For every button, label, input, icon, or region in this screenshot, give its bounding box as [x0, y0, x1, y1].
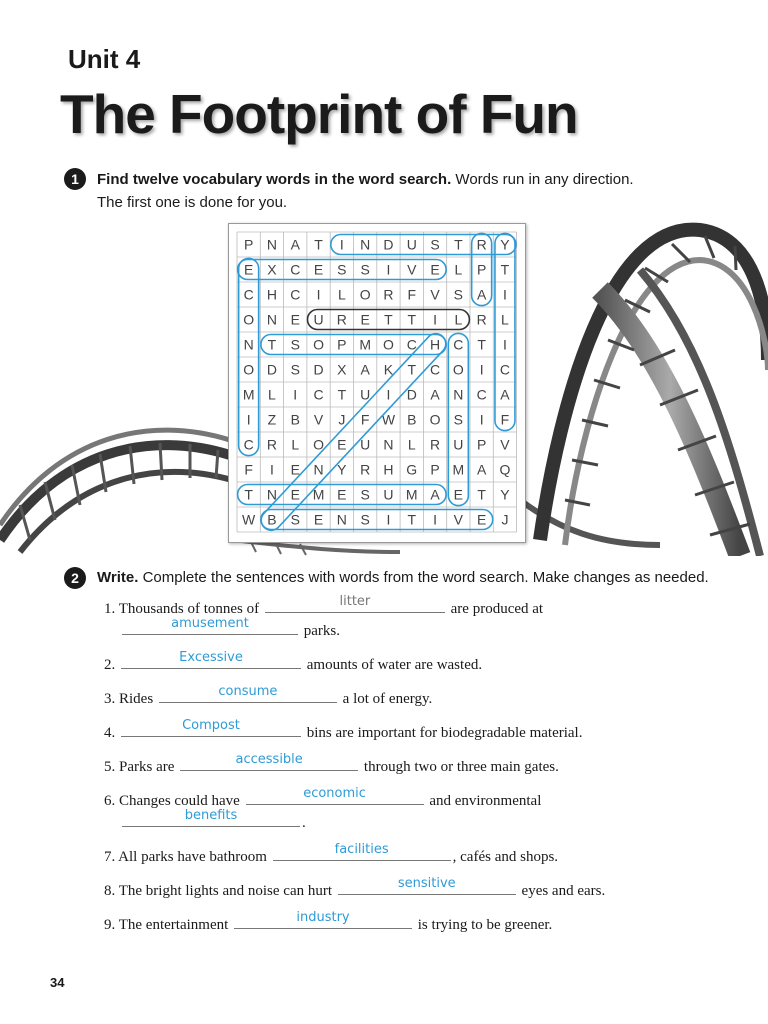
grid-letter: T: [407, 361, 417, 378]
grid-letter: V: [453, 511, 464, 528]
sentence-7: [104, 842, 559, 870]
grid-letter: I: [479, 411, 484, 428]
sentence-6-blank-1[interactable]: [246, 786, 424, 805]
grid-letter: I: [386, 261, 391, 278]
grid-letter: O: [243, 311, 255, 328]
grid-letter: O: [383, 336, 394, 353]
grid-letter: O: [243, 361, 255, 378]
grid-letter: M: [242, 386, 255, 403]
grid-letter: N: [453, 386, 464, 403]
grid-letter: U: [360, 386, 371, 403]
grid-letter: L: [454, 311, 463, 328]
sentence-3-text-a: 3. Rides: [104, 691, 154, 707]
grid-letter: I: [503, 286, 507, 303]
sentence-9-text-a: 9. The entertainment: [104, 917, 229, 933]
grid-letter: C: [453, 336, 464, 353]
answer-consume: consume: [218, 684, 278, 699]
grid-letter: A: [430, 486, 440, 503]
sentence-1-blank-1[interactable]: [265, 594, 445, 613]
grid-letter: K: [383, 361, 394, 378]
grid-letter: O: [313, 336, 324, 353]
grid-letter: H: [383, 461, 394, 478]
grid-letter: V: [407, 261, 417, 278]
grid-letter: A: [476, 461, 487, 478]
grid-letter: N: [383, 436, 394, 453]
grid-letter: T: [407, 511, 417, 528]
sentence-2-text-a: 2.: [104, 657, 116, 673]
grid-letter: L: [407, 436, 416, 453]
sentence-9-blank[interactable]: [234, 910, 412, 929]
grid-letter: S: [360, 261, 370, 278]
grid-letter: U: [360, 436, 371, 453]
sentence-7-blank[interactable]: [273, 842, 451, 861]
grid-letter: P: [476, 436, 487, 453]
grid-letter: S: [337, 261, 347, 278]
grid-letter: U: [453, 436, 464, 453]
grid-letter: I: [386, 386, 391, 403]
grid-letter: C: [290, 286, 301, 303]
grid-letter: M: [405, 486, 418, 503]
grid-letter: U: [313, 311, 324, 328]
grid-letter: A: [290, 236, 300, 253]
grid-letter: O: [429, 411, 441, 428]
grid-letter: Y: [337, 461, 347, 478]
grid-letter: A: [360, 361, 370, 378]
answer-compost: Compost: [182, 718, 240, 733]
answer-accessible: accessible: [235, 752, 303, 767]
grid-letter: H: [429, 336, 441, 353]
grid-letter: S: [453, 411, 464, 428]
sentence-9-text-b: is trying to be greener.: [417, 917, 553, 933]
grid-letter: T: [477, 486, 486, 503]
grid-letter: B: [290, 411, 300, 428]
sentence-3-blank[interactable]: [159, 684, 337, 703]
grid-letter: I: [293, 386, 298, 403]
answer-amusement: amusement: [171, 616, 249, 631]
grid-letter: R: [383, 286, 394, 303]
grid-letter: Y: [500, 486, 510, 503]
grid-letter: I: [270, 461, 274, 478]
grid-letter: C: [476, 386, 487, 403]
exercise-2-instructions: [97, 567, 737, 589]
grid-letter: D: [406, 386, 417, 403]
grid-letter: L: [268, 386, 276, 403]
grid-letter: S: [290, 336, 300, 353]
word-search-grid: [228, 223, 526, 543]
sentence-8: [104, 876, 606, 904]
grid-letter: E: [360, 311, 370, 328]
grid-letter: E: [313, 261, 324, 278]
page-number: 34: [50, 975, 65, 990]
answer-sensitive: sensitive: [397, 876, 456, 891]
grid-letter: F: [500, 411, 510, 428]
grid-letter: F: [360, 411, 370, 428]
exercise-2-number: 2: [64, 567, 86, 589]
grid-letter: P: [476, 261, 487, 278]
sentence-1-text-c: parks.: [303, 623, 340, 639]
grid-letter: O: [359, 286, 371, 303]
grid-letter: S: [453, 286, 464, 303]
grid-letter: D: [383, 236, 394, 253]
grid-letter: N: [360, 236, 371, 253]
grid-letter: I: [479, 361, 484, 378]
grid-letter: E: [313, 511, 324, 528]
grid-letter: N: [243, 336, 254, 353]
grid-letter: M: [452, 461, 465, 478]
sentence-8-text-a: 8. The bright lights and noise can hurt: [104, 883, 333, 899]
sentence-2-blank[interactable]: [121, 650, 301, 669]
sentence-3-text-b: a lot of energy.: [342, 691, 433, 707]
grid-letter: C: [406, 336, 417, 353]
sentence-8-text-b: eyes and ears.: [521, 883, 606, 899]
grid-letter: V: [500, 436, 510, 453]
grid-letter: L: [454, 261, 463, 278]
answer-facilities: facilities: [334, 842, 389, 857]
grid-letter: R: [266, 436, 278, 453]
grid-letter: S: [430, 236, 440, 253]
grid-letter: C: [313, 386, 324, 403]
grid-letter: S: [360, 486, 370, 503]
grid-letter: N: [336, 511, 347, 528]
answer-litter: litter: [339, 594, 371, 609]
grid-letter: T: [244, 486, 253, 503]
grid-letter: M: [312, 486, 325, 503]
grid-letter: V: [430, 286, 440, 303]
grid-letter: D: [313, 361, 324, 378]
grid-letter: O: [313, 436, 324, 453]
sentence-4-text-b: bins are important for biodegradable material.: [306, 725, 583, 741]
grid-letter: V: [313, 411, 324, 428]
grid-letter: N: [266, 486, 278, 503]
sentence-7-text-a: 7. All parks have bathroom: [104, 849, 267, 865]
sentence-6-text-b: and environmental: [429, 793, 542, 809]
grid-letter: X: [267, 261, 277, 278]
exercise-2-bold: Write.: [97, 569, 139, 586]
grid-letter: L: [501, 311, 509, 328]
sentence-7-text-b: , cafés and shops.: [452, 849, 559, 865]
grid-letter: A: [500, 386, 510, 403]
exercise-1-bold: Find twelve vocabulary words in the word search.: [97, 171, 452, 188]
word-search-svg: [229, 224, 525, 542]
grid-letter: U: [406, 236, 417, 253]
grid-letter: W: [381, 411, 396, 428]
grid-letter: H: [266, 286, 278, 303]
sentence-6-text-a: 6. Changes could have: [104, 793, 240, 809]
sentence-4-blank[interactable]: [121, 718, 301, 737]
sentence-1-cont: [120, 616, 340, 644]
sentence-2: [104, 650, 483, 678]
grid-letter: I: [316, 286, 321, 303]
grid-letter: I: [339, 236, 344, 253]
sentence-1-text-b: are produced at: [450, 601, 544, 617]
grid-letter: T: [500, 261, 510, 278]
answer-benefits: benefits: [184, 808, 238, 823]
sentence-5-text-b: through two or three main gates.: [363, 759, 559, 775]
sentence-6-cont: [120, 808, 306, 836]
grid-letter: Y: [500, 236, 510, 253]
sentence-6-blank-2[interactable]: [122, 808, 300, 827]
grid-letter: J: [338, 411, 346, 428]
left-track-arch: [0, 430, 232, 552]
sentence-9: [104, 910, 553, 938]
grid-letter: C: [499, 361, 511, 378]
grid-letter: L: [337, 286, 346, 303]
sentence-2-text-b: amounts of water are wasted.: [306, 657, 483, 673]
grid-letter: R: [429, 436, 441, 453]
grid-letter: T: [267, 336, 277, 353]
grid-letter: S: [290, 511, 300, 528]
grid-letter: N: [266, 236, 278, 253]
grid-letter: E: [453, 486, 464, 503]
grid-letter: P: [243, 236, 254, 253]
grid-letter: I: [433, 311, 437, 328]
grid-letter: T: [407, 311, 417, 328]
exercise-1-line2: The first one is done for you.: [97, 194, 288, 211]
grid-letter: T: [384, 311, 393, 328]
grid-letter: T: [337, 386, 347, 403]
grid-letter: N: [266, 311, 278, 328]
grid-letter: E: [290, 486, 300, 503]
page-title: The Footprint of Fun: [60, 83, 578, 145]
grid-letter: Z: [267, 411, 277, 428]
grid-letter: I: [246, 411, 251, 428]
grid-letter: T: [477, 336, 486, 353]
sentence-6-text-c: .: [302, 815, 306, 831]
answer-industry: industry: [296, 910, 350, 925]
answer-economic: economic: [303, 786, 366, 801]
grid-letter: O: [452, 361, 464, 378]
grid-letter: E: [337, 436, 347, 453]
grid-letter: B: [267, 511, 277, 528]
grid-letter: J: [501, 511, 509, 528]
grid-letter: R: [476, 236, 487, 253]
grid-letter: D: [266, 361, 278, 378]
exercise-1-rest: Words run in any direction.: [451, 171, 634, 188]
grid-letter: E: [337, 486, 347, 503]
grid-letter: E: [430, 261, 440, 278]
grid-letter: R: [360, 461, 371, 478]
exercise-2-rest: Complete the sentences with words from the word search. Make changes as needed.: [138, 569, 709, 586]
sentence-3: [104, 684, 433, 712]
grid-letter: C: [290, 261, 301, 278]
grid-letter: U: [383, 486, 394, 503]
unit-label: Unit 4: [68, 44, 141, 74]
grid-letter: A: [476, 286, 487, 303]
grid-letter: I: [503, 336, 507, 353]
grid-letter: P: [337, 336, 347, 353]
grid-letter: E: [290, 461, 300, 478]
grid-letter: T: [314, 236, 323, 253]
grid-letter: C: [243, 436, 254, 453]
grid-letter: P: [430, 461, 440, 478]
grid-letter: T: [454, 236, 463, 253]
sentence-4: [104, 718, 583, 746]
grid-letter: C: [429, 361, 441, 378]
sentence-1-text-a: 1. Thousands of tonnes of: [104, 601, 260, 617]
grid-letter: L: [291, 436, 300, 453]
sentence-5: [104, 752, 559, 780]
sentence-5-text-a: 5. Parks are: [104, 759, 175, 775]
grid-letter: I: [386, 511, 391, 528]
grid-letter: G: [406, 461, 418, 478]
grid-letter: C: [243, 286, 254, 303]
grid-letter: E: [243, 261, 254, 278]
right-track-loop: [540, 230, 768, 556]
sentence-5-blank[interactable]: [180, 752, 358, 771]
exercise-1-number: 1: [64, 168, 86, 190]
grid-letter: R: [336, 311, 347, 328]
grid-letter: R: [476, 311, 487, 328]
grid-letter: F: [407, 286, 417, 303]
grid-letter: X: [337, 361, 347, 378]
grid-letter: E: [476, 511, 487, 528]
answer-excessive: Excessive: [179, 650, 243, 665]
grid-letter: N: [313, 461, 324, 478]
grid-letter: I: [433, 511, 437, 528]
grid-letter: M: [359, 336, 371, 353]
grid-letter: B: [407, 411, 417, 428]
grid-letter: F: [244, 461, 253, 478]
sentence-8-blank[interactable]: [338, 876, 516, 895]
grid-letter: Q: [499, 461, 511, 478]
sentence-4-text-a: 4.: [104, 725, 116, 741]
sentence-1-blank-2[interactable]: [122, 616, 298, 635]
grid-letter: W: [242, 511, 256, 528]
grid-letter: S: [290, 361, 300, 378]
grid-letter: A: [430, 386, 440, 403]
grid-letter: E: [290, 311, 300, 328]
grid-letter: S: [360, 511, 370, 528]
